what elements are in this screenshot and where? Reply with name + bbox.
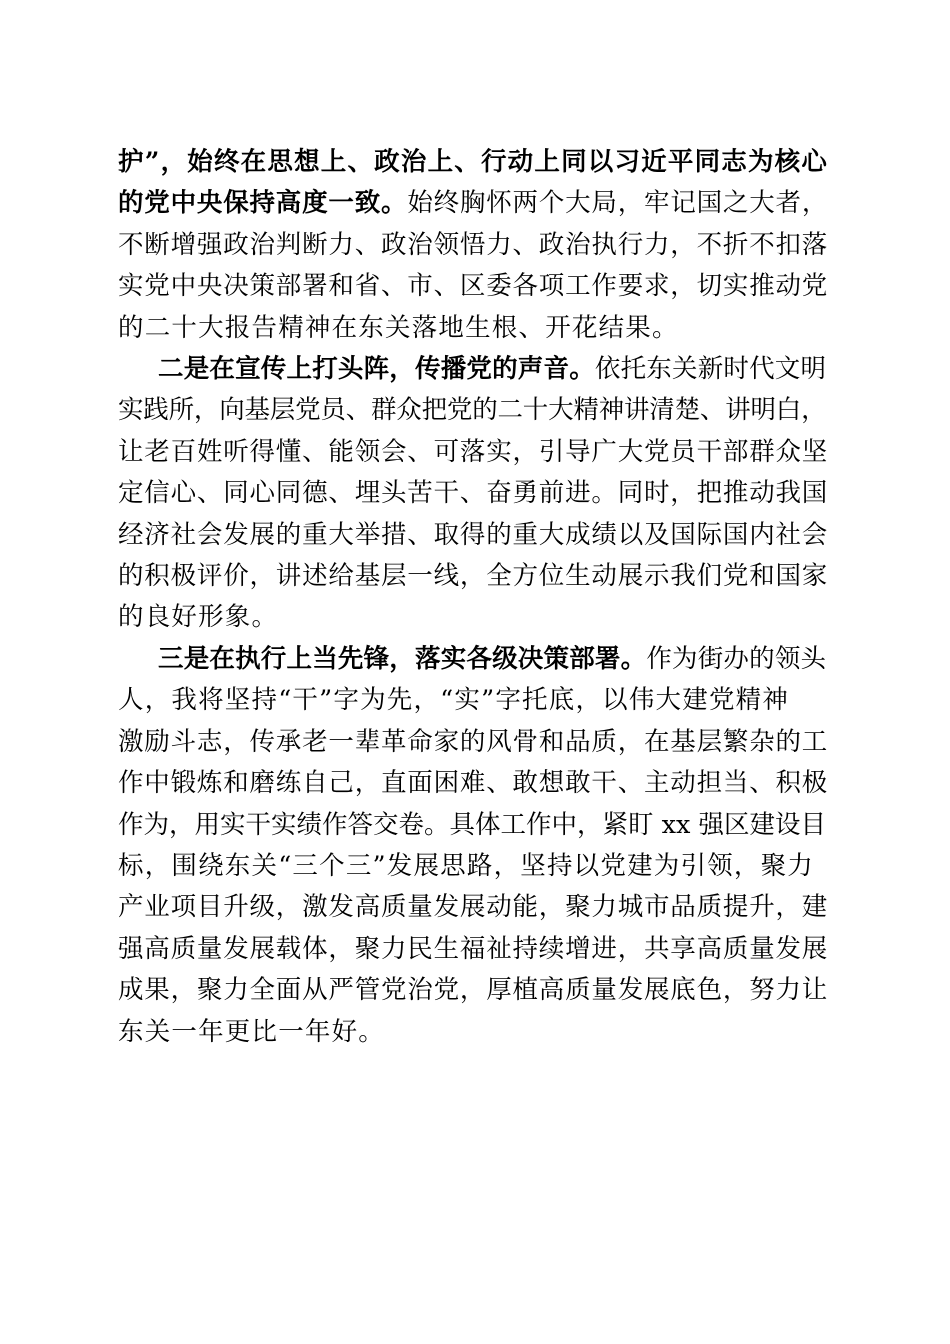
text-line (118, 225, 828, 266)
text-line (118, 432, 828, 473)
bold-text: 护”，始终在思想上、政治上、行动上同以习近平同志为核心 (118, 147, 829, 177)
text-line (118, 390, 828, 431)
body-text: 作中锻炼和磨练自己，直面困难、敢想敢干、主动担当、积极 (118, 768, 829, 799)
body-text: 东关一年更比一年好。 (118, 1016, 386, 1047)
body-text: 依托东关新时代文明 (594, 354, 827, 385)
text-line (118, 805, 828, 846)
body-text: 定信心、同心同德、埋头苦干、奋勇前进。同时，把推动我国 (118, 478, 829, 509)
text-line (118, 846, 828, 887)
body-text: 人，我将坚持“干”字为先，“实”字托底，以伟大建党精神 (118, 685, 790, 716)
body-text: 强高质量发展载体，聚力民生福祉持续增进，共享高质量发展 (118, 933, 829, 964)
text-line (118, 597, 828, 638)
body-text: 实党中央决策部署和省、市、区委各项工作要求，切实推动党 (118, 271, 829, 302)
paragraph-3 (118, 639, 828, 1053)
text-line (118, 763, 828, 804)
text-line (118, 473, 828, 514)
bold-text: 的党中央保持高度一致。 (118, 188, 408, 219)
text-line (118, 183, 828, 224)
text-line (118, 722, 828, 763)
paragraph-1 (118, 142, 828, 349)
bold-text: 三是在执行上当先锋，落实各级决策部署。 (158, 643, 647, 674)
body-text: 始终胸怀两个大局，牢记国之大者， (407, 188, 829, 219)
text-line (118, 929, 828, 970)
text-line (118, 680, 828, 721)
bold-text: 二是在宣传上打头阵，传播党的声音。 (158, 354, 595, 385)
body-text: 实践所，向基层党员、群众把党的二十大精神讲清楚、讲明白， (118, 395, 827, 426)
text-line (118, 556, 828, 597)
text-line (118, 887, 828, 928)
text-line (118, 142, 828, 183)
body-text: 的良好形象。 (118, 602, 279, 633)
text-line (118, 349, 828, 390)
body-text: 成果，聚力全面从严管党治党，厚植高质量发展底色，努力让 (118, 975, 829, 1006)
body-text: 的二十大报告精神在东关落地生根、开花结果。 (118, 312, 679, 343)
text-line (118, 639, 828, 680)
body-text: 经济社会发展的重大举措、取得的重大成绩以及国际国内社会 (118, 519, 829, 550)
body-text: 让老百姓听得懂、能领会、可落实，引导广大党员干部群众坚 (118, 436, 829, 467)
body-text: 作为街办的领头 (646, 643, 827, 674)
body-text: 标，围绕东关“三个三”发展思路，坚持以党建为引领，聚力 (118, 850, 814, 881)
text-line (118, 1012, 828, 1053)
document-body (118, 142, 828, 1053)
body-text: 作为，用实干实绩作答交卷。具体工作中，紧盯 xx 强区建设目 (118, 809, 826, 840)
body-text: 不断增强政治判断力、政治领悟力、政治执行力，不折不扣落 (118, 229, 829, 260)
body-text: 的积极评价，讲述给基层一线，全方位生动展示我们党和国家 (118, 561, 829, 592)
text-line (118, 266, 828, 307)
paragraph-2 (118, 349, 828, 639)
text-line (118, 308, 828, 349)
body-text: 产业项目升级，激发高质量发展动能，聚力城市品质提升，建 (118, 892, 829, 923)
body-text: 激励斗志，传承老一辈革命家的风骨和品质，在基层繁杂的工 (118, 726, 829, 757)
text-line (118, 970, 828, 1011)
text-line (118, 515, 828, 556)
